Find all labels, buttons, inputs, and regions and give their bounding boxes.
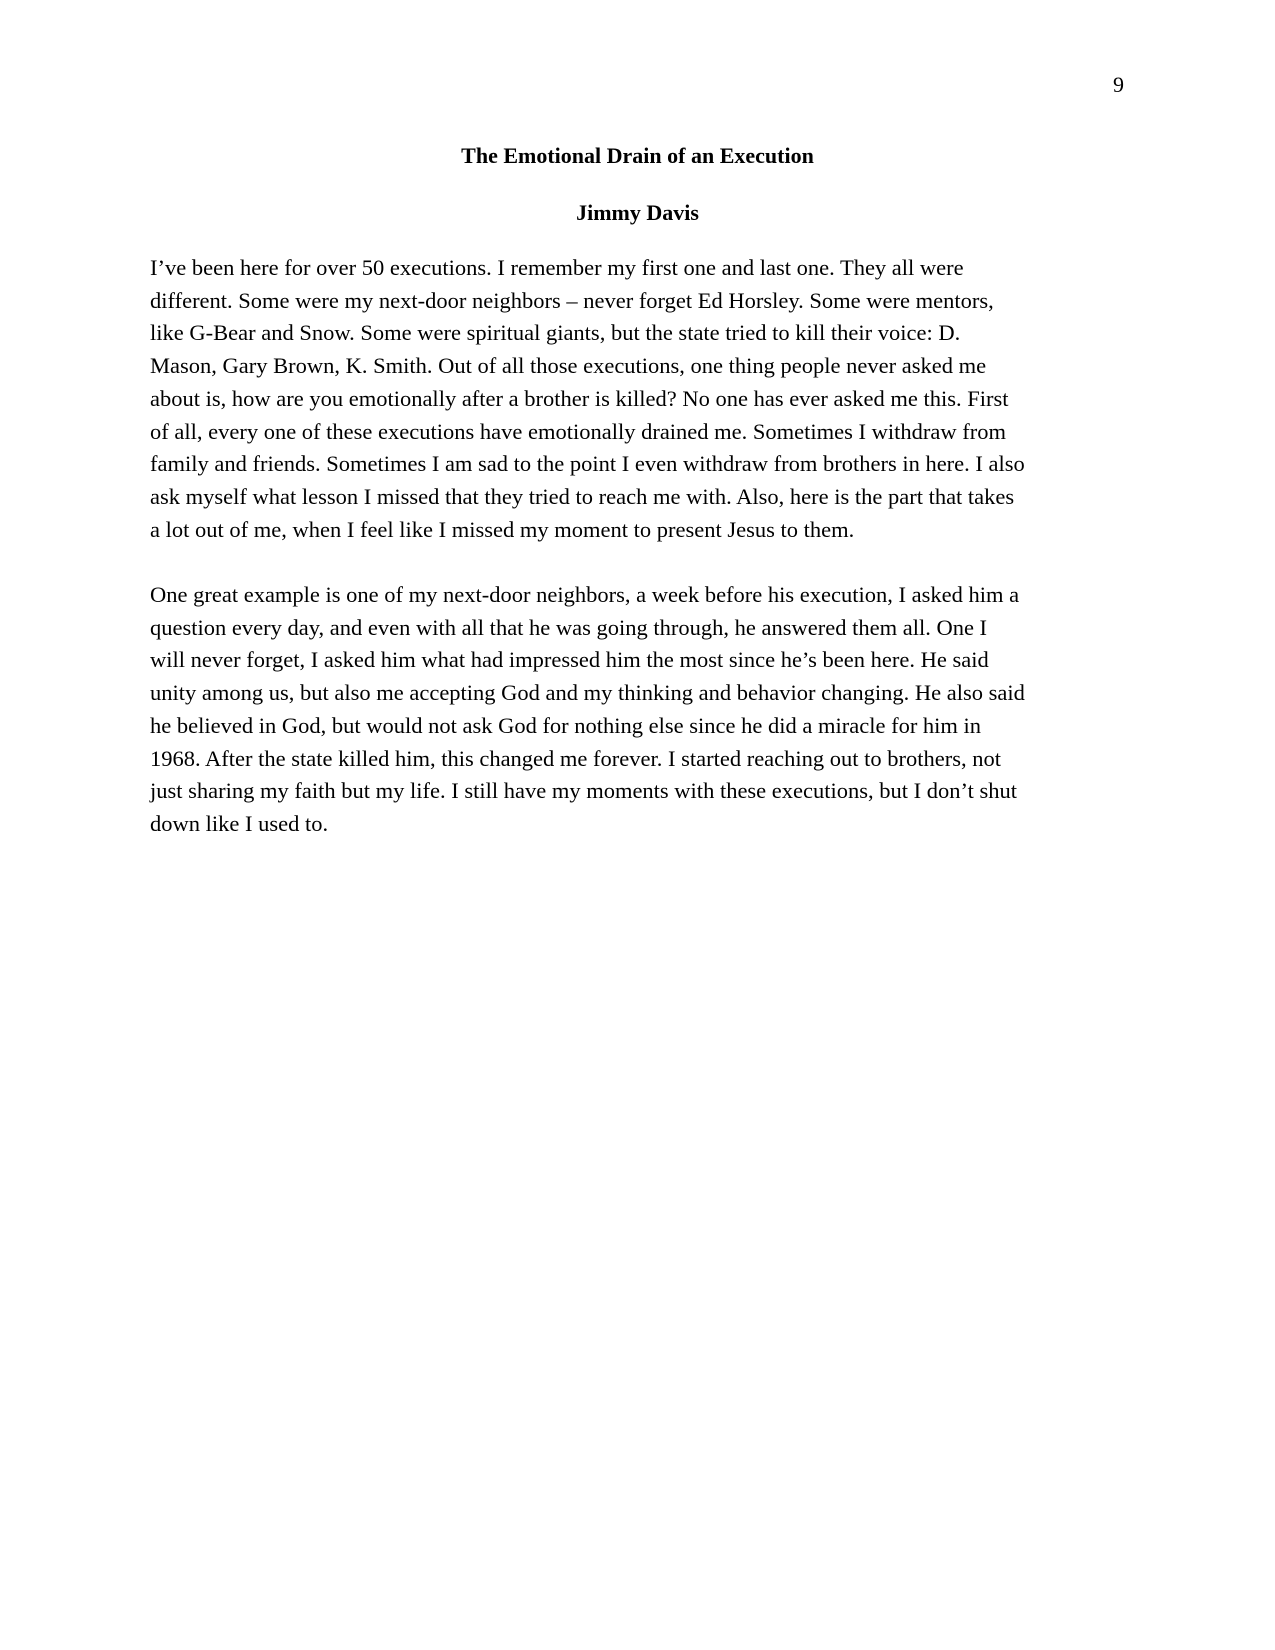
paragraph-line: he believed in God, but would not ask God for nothing else since he did a miracle for him in: [150, 712, 982, 738]
paragraph-line: a lot out of me, when I feel like I missed my moment to present Jesus to them.: [150, 516, 855, 542]
paragraph-1: [150, 252, 1130, 546]
paragraph-line: Mason, Gary Brown, K. Smith. Out of all those executions, one thing people never asked me: [150, 353, 987, 379]
paragraph-line: about is, how are you emotionally after a brother is killed? No one has ever asked me this. First: [150, 385, 1009, 411]
paragraph-line: 1968. After the state killed him, this changed me forever. I started reaching out to brothers, not: [150, 745, 1002, 771]
page-number: 9: [1113, 72, 1124, 97]
paragraph-line: like G-Bear and Snow. Some were spiritual giants, but the state tried to kill their voice: D.: [150, 320, 961, 346]
paragraph-2: [150, 579, 1130, 841]
paragraph-line: different. Some were my next-door neighbors – never forget Ed Horsley. Some were mentors,: [150, 287, 994, 313]
paragraph-line: down like I used to.: [150, 810, 329, 836]
paragraph-line: family and friends. Sometimes I am sad to the point I even withdraw from brothers in here. I also: [150, 451, 1025, 477]
paragraph-line: One great example is one of my next-door neighbors, a week before his execution, I asked him a: [150, 582, 1020, 608]
paragraph-line: just sharing my faith but my life. I still have my moments with these executions, but I don’t shut: [150, 778, 1017, 804]
body-text: [150, 252, 1130, 873]
paragraph-line: ask myself what lesson I missed that they tried to reach me with. Also, here is the part that takes: [150, 483, 1015, 509]
paragraph-line: will never forget, I asked him what had impressed him the most since he’s been here. He said: [150, 647, 989, 673]
paragraph-line: unity among us, but also me accepting God and my thinking and behavior changing. He also said: [150, 680, 1025, 706]
document-title: The Emotional Drain of an Execution: [461, 143, 814, 168]
paragraph-line: question every day, and even with all that he was going through, he answered them all. One I: [150, 614, 988, 640]
paragraph-line: I’ve been here for over 50 executions. I remember my first one and last one. They all were: [150, 255, 964, 280]
paragraph-line: of all, every one of these executions have emotionally drained me. Sometimes I withdraw from: [150, 418, 1006, 444]
author-name: Jimmy Davis: [576, 200, 699, 225]
